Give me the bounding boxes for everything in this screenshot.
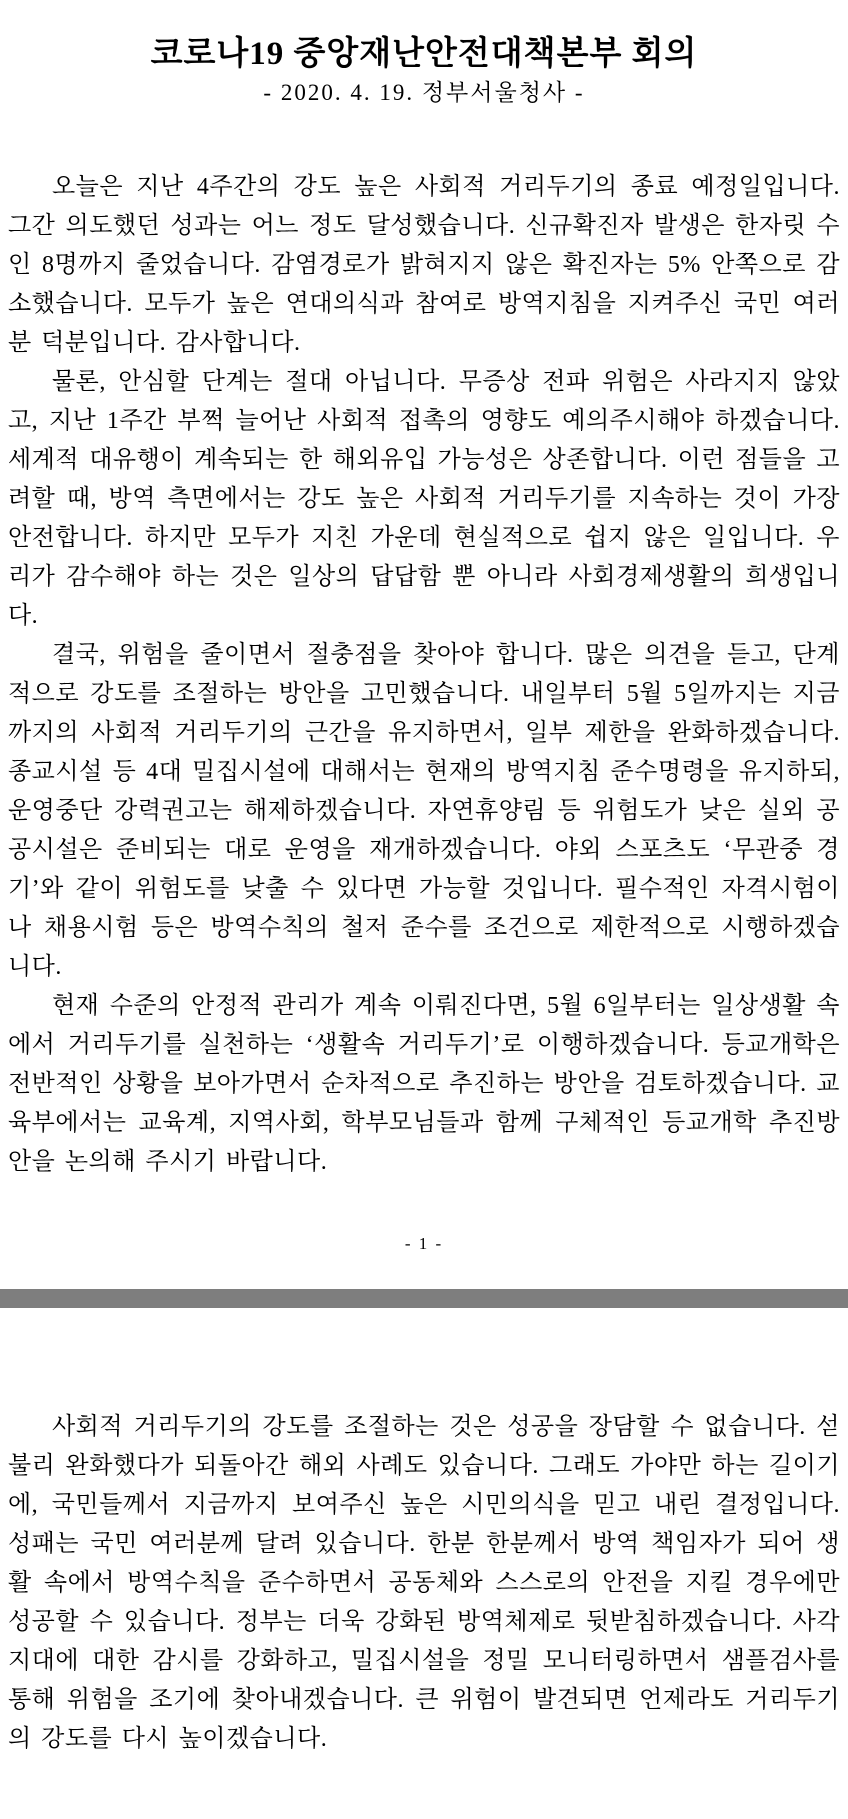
paragraph: 결국, 위험을 줄이면서 절충점을 찾아야 합니다. 많은 의견을 듣고, 단계적으로 강도를 조절하는 방안을 고민했습니다. 내일부터 5월 5일까지는 지금까지의 사회적 거리두기의 근간을 유지하면서, 일부 제한을 완화하겠습니다. 종교시설 등 4대 밀집시설에 대해서는 현재의 방역지침 준수명령을 유지하되, 운영중단 강력권고는 해제하겠습니다. 자연휴양림 등 위험도가 낮은 실외 공공시설은 준비되는 대로 운영을 재개하겠습니다. 야외 스포츠도 ‘무관중 경기’와 같이 위험도를 낮출 수 있다면 가능할 것입니다. 필수적인 자격시험이나 채용시험 등은 방역수칙의 철저 준수를 조건으로 제한적으로 시행하겠습니다.	[8, 642, 840, 980]
page-1-body	[8, 168, 840, 1182]
paragraph: 오늘은 지난 4주간의 강도 높은 사회적 거리두기의 종료 예정일입니다. 그간 의도했던 성과는 어느 정도 달성했습니다. 신규확진자 발생은 한자릿 수인 8명까지 줄었습니다. 감염경로가 밝혀지지 않은 확진자는 5% 안쪽으로 감소했습니다. 모두가 높은 연대의식과 참여로 방역지침을 지켜주신 국민 여러분 덕분입니다. 감사합니다.	[8, 174, 840, 356]
document-subtitle: - 2020. 4. 19. 정부서울청사 -	[263, 80, 585, 105]
page-2	[0, 1408, 848, 1759]
paragraph: 물론, 안심할 단계는 절대 아닙니다. 무증상 전파 위험은 사라지지 않았고, 지난 1주간 부쩍 늘어난 사회적 접촉의 영향도 예의주시해야 하겠습니다. 세계적 대유행이 계속되는 한 해외유입 가능성은 상존합니다. 이런 점들을 고려할 때, 방역 측면에서는 강도 높은 사회적 거리두기를 지속하는 것이 가장 안전합니다. 하지만 모두가 지친 가운데 현실적으로 쉽지 않은 일입니다. 우리가 감수해야 하는 것은 일상의 답답함 뿐 아니라 사회경제생활의 희생입니다.	[8, 369, 840, 629]
paragraph: 현재 수준의 안정적 관리가 계속 이뤄진다면, 5월 6일부터는 일상생활 속에서 거리두기를 실천하는 ‘생활속 거리두기’로 이행하겠습니다. 등교개학은 전반적인 상황을 보아가면서 순차적으로 추진하는 방안을 검토하겠습니다. 교육부에서는 교육계, 지역사회, 학부모님들과 함께 구체적인 등교개학 추진방안을 논의해 주시기 바랍니다.	[8, 993, 840, 1175]
page-title: 코로나19 중앙재난안전대책본부 회의	[150, 36, 698, 72]
page-break-divider	[0, 1289, 848, 1308]
page-1	[0, 168, 848, 1254]
paragraph: 사회적 거리두기의 강도를 조절하는 것은 성공을 장담할 수 없습니다. 섣불리 완화했다가 되돌아간 해외 사례도 있습니다. 그래도 가야만 하는 길이기에, 국민들께서 지금까지 보여주신 높은 시민의식을 믿고 내린 결정입니다. 성패는 국민 여러분께 달려 있습니다. 한분 한분께서 방역 책임자가 되어 생활 속에서 방역수칙을 준수하면서 공동체와 스스로의 안전을 지킬 경우에만 성공할 수 있습니다. 정부는 더욱 강화된 방역체제로 뒷받침하겠습니다. 사각지대에 대한 감시를 강화하고, 밀집시설을 정밀 모니터링하면서 샘플검사를 통해 위험을 조기에 찾아내겠습니다. 큰 위험이 발견되면 언제라도 거리두기의 강도를 다시 높이겠습니다.	[8, 1414, 840, 1752]
page-number: - 1 -	[404, 1234, 444, 1253]
document-header	[0, 0, 848, 106]
page-2-body	[8, 1408, 840, 1759]
